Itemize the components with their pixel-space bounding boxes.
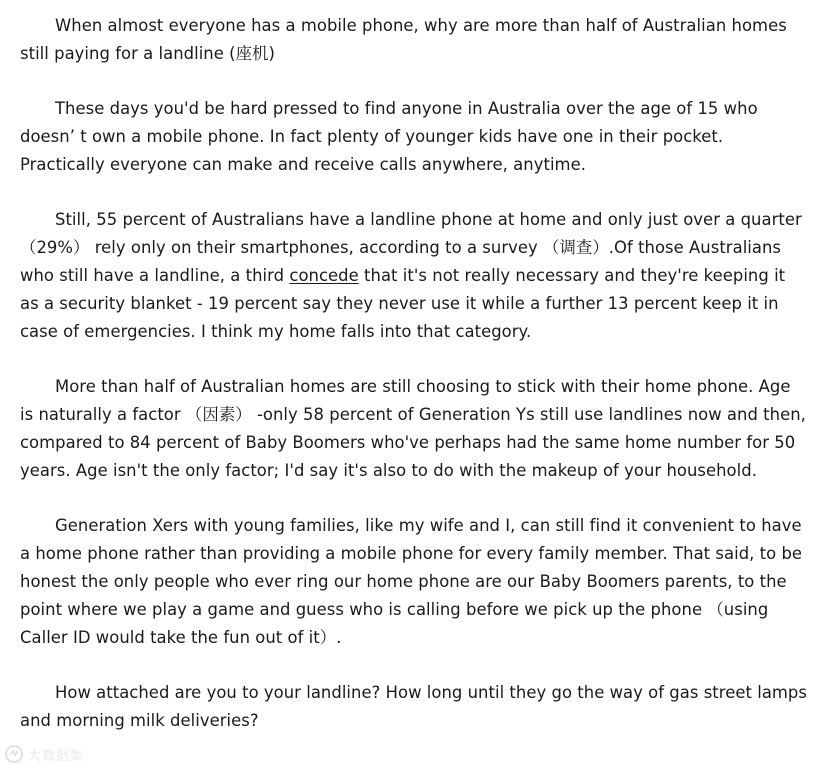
article-body xyxy=(20,12,808,762)
paragraph-4: Generation Xers with young families, like my wife and I, can still find it convenient to have a home phone rather than providing a mobile phone for every family member. That said, to be honest the only people who ever ring our home phone are our Baby Boomers parents, to the point where we play a game and guess who is calling before we pick up the phone （using Caller ID would take the fun out of it）. xyxy=(20,516,803,647)
paragraph-2-text-b: that it's not really necessary and they're keeping it as a security blanket - 19 percent say they never use it while a further 13 percent keep it in case of emergencies. I think my home falls into that category. xyxy=(20,266,786,341)
article-heading-paragraph: When almost everyone has a mobile phone, why are more than half of Australian homes still paying for a landline (座机) xyxy=(20,16,787,63)
paragraph-5: How attached are you to your landline? How long until they go the way of gas street lamps and morning milk deliveries? xyxy=(20,683,807,730)
underlined-word: concede xyxy=(289,266,359,285)
paragraph-2-text-a: Still, 55 percent of Australians have a landline phone at home and only just over a quarter （29%） rely only on their smartphones, according to a survey （调查）.Of those Australians who still have a landline, a third xyxy=(20,210,802,285)
watermark-text: 大数据集 xyxy=(28,748,85,764)
paragraph-1: These days you'd be hard pressed to find anyone in Australia over the age of 15 who doesn’ t own a mobile phone. In fact plenty of younger kids have one in their pocket. Practically everyone can make and receive calls anywhere, anytime. xyxy=(20,99,758,174)
paragraph-2 xyxy=(20,206,808,346)
paragraph-3: More than half of Australian homes are still choosing to stick with their home phone. Age is naturally a factor （因素） -only 58 percent of Generation Ys still use landlines now and then, compared to 84 percent of Baby Boomers who've perhaps had the same home number for 50 years. Age isn't the only factor; I'd say it's also to do with the makeup of your household. xyxy=(20,377,806,480)
